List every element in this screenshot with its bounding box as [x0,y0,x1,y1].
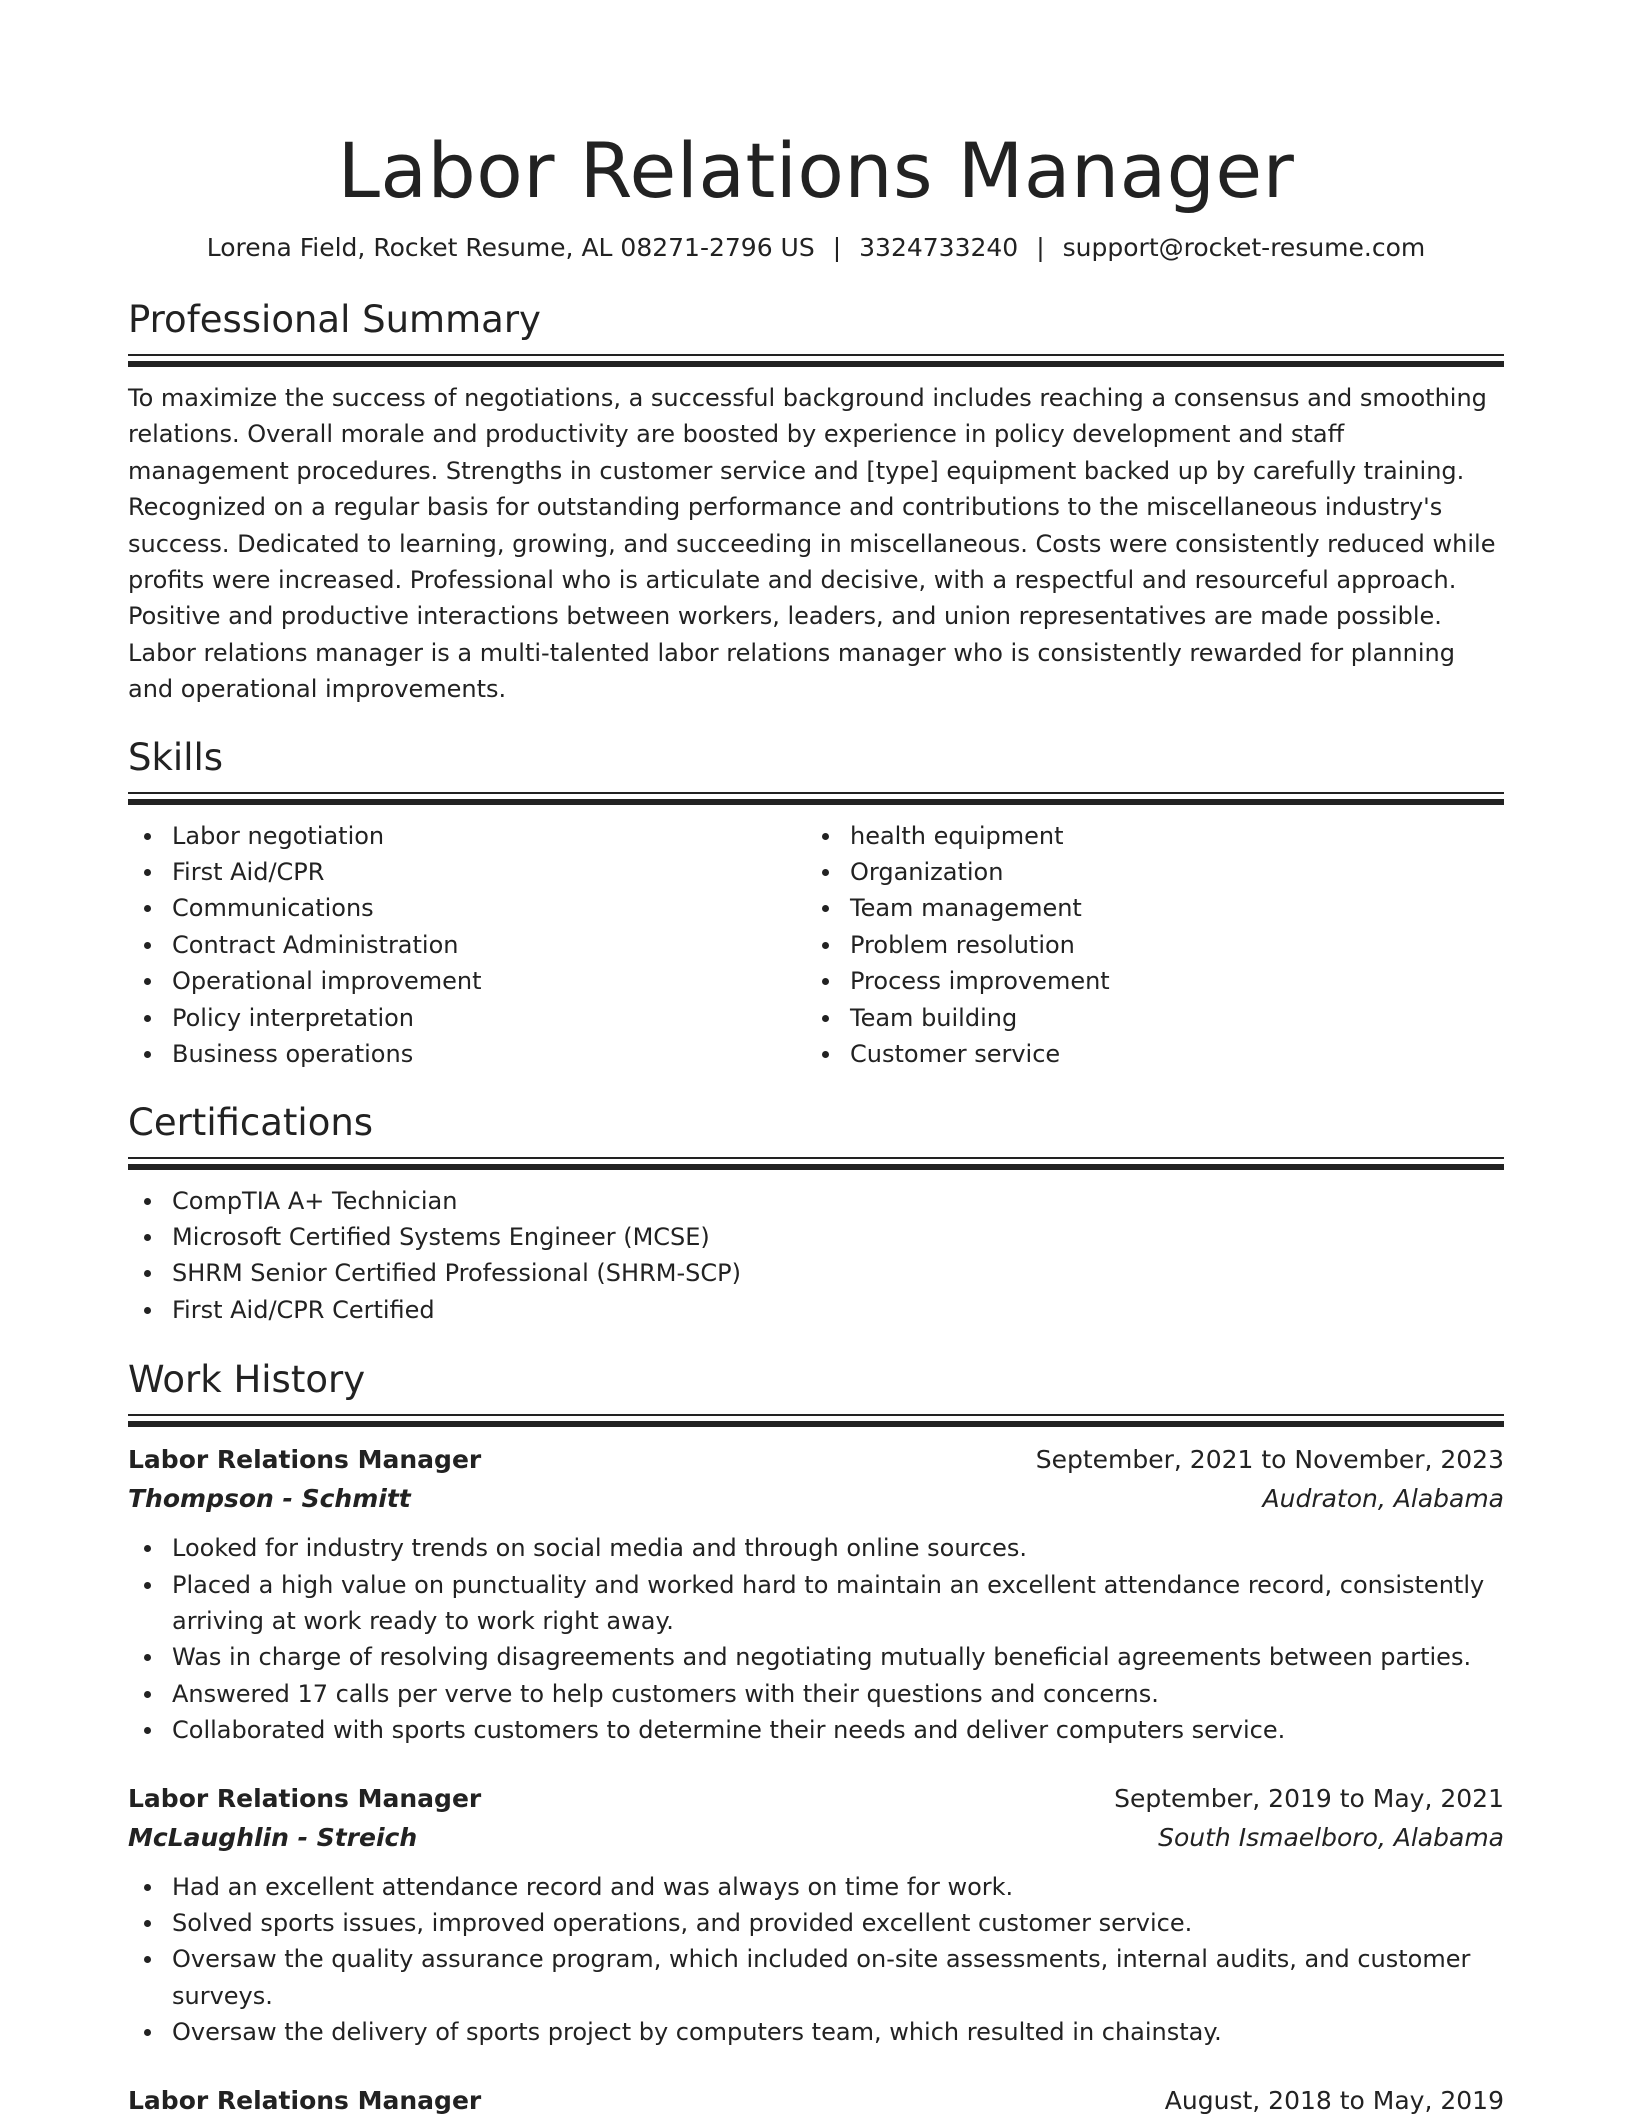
contact-line [128,230,1504,266]
section-heading-skills: Skills [128,735,224,779]
contact-separator: | [832,233,842,262]
section-divider [128,1157,1504,1171]
job-title: Labor Relations Manager [128,2085,482,2115]
certification-item: Microsoft Certified Systems Engineer (MCSE) [128,1219,1504,1255]
work-history-section [128,1356,1504,2120]
job-dates: August, 2018 to May, 2019 [1164,2085,1504,2115]
certification-item: CompTIA A+ Technician [128,1183,1504,1219]
job-company: McLaughlin - Streich [128,1822,418,1852]
skill-item: Contract Administration [128,927,806,963]
skill-item: Problem resolution [806,927,1484,963]
section-divider [128,1414,1504,1428]
section-heading-summary: Professional Summary [128,298,541,341]
job-entry [128,1779,1504,2051]
job-duty-item: Placed a high value on punctuality and worked hard to maintain an excellent attendance record, consistently arriving at work ready to work right away. [128,1567,1504,1640]
job-duty-item: Oversaw the quality assurance program, which included on-site assessments, internal audits, and customer surveys. [128,1941,1504,2014]
skill-item: Customer service [806,1036,1484,1072]
skills-grid [128,806,1504,1073]
skill-item: Team management [806,890,1484,926]
section-heading-work-history: Work History [128,1358,366,1402]
skill-item: Business operations [128,1036,806,1072]
skill-item: Process improvement [806,963,1484,999]
job-entry [128,1440,1504,1748]
job-duty-item: Was in charge of resolving disagreements and negotiating mutually beneficial agreements between parties. [128,1639,1504,1675]
summary-text: To maximize the success of negotiations, a successful background includes reaching a consensus and smoothing relations. Overall morale and productivity are boosted by experience in policy development and staff management procedures. Strengths in customer service and [type] equipment backed up by carefully training. Recognized on a regular basis for outstanding performance and contributions to the miscellaneous industry's success. Dedicated to learning, growing, and succeeding in miscellaneous. Costs were consistently reduced while profits were increased. Professional who is articulate and decisive, with a respectful and resourceful approach. Positive and productive interactions between workers, leaders, and union representatives are made possible. Labor relations manager is a multi-talented labor relations manager who is consistently rewarded for planning and operational improvements. [128,384,1496,704]
skill-item: Operational improvement [128,963,806,999]
job-company-row [128,1819,1504,1857]
job-header-row [128,2081,1504,2121]
job-duty-item: Looked for industry trends on social media and through online sources. [128,1530,1504,1566]
contact-separator: | [1036,233,1045,262]
section-heading-certifications: Certifications [128,1100,374,1144]
skills-list-right [806,818,1484,1073]
skills-list-left [128,818,806,1073]
job-header-row [128,1440,1504,1480]
job-location: South Ismaelboro, Alabama [1158,1822,1504,1852]
skill-item: Organization [806,854,1484,890]
job-company: Thompson - Schmitt [128,1484,411,1514]
job-dates: September, 2019 to May, 2021 [1114,1783,1504,1813]
certification-item: SHRM Senior Certified Professional (SHRM-SCP) [128,1255,1504,1291]
skill-item: Labor negotiation [128,818,806,854]
contact-email[interactable]: support@rocket-resume.com [1062,233,1426,262]
certifications-list [128,1183,1504,1329]
skill-item: First Aid/CPR [128,854,806,890]
job-duties-list [128,1530,1504,1748]
job-dates: September, 2021 to November, 2023 [1035,1445,1504,1475]
job-entry [128,2081,1504,2121]
job-duty-item: Oversaw the delivery of sports project by computers team, which resulted in chainstay. [128,2014,1504,2050]
job-duty-item: Solved sports issues, improved operations, and provided excellent customer service. [128,1905,1504,1941]
resume-title: Labor Relations Manager [337,126,1295,215]
job-title: Labor Relations Manager [128,1445,482,1475]
section-divider [128,354,1504,368]
skill-item: health equipment [806,818,1484,854]
resume-page [128,0,1504,2121]
job-title: Labor Relations Manager [128,1783,482,1813]
job-header-row [128,1779,1504,1819]
certifications-section [128,1099,1504,1329]
job-location: Audraton, Alabama [1262,1484,1504,1514]
job-company-row [128,1480,1504,1518]
summary-section [128,296,1504,708]
certification-item: First Aid/CPR Certified [128,1292,1504,1328]
job-duty-item: Answered 17 calls per verve to help customers with their questions and concerns. [128,1676,1504,1712]
contact-address: Lorena Field, Rocket Resume, AL 08271-2796 US [206,233,815,262]
contact-phone: 3324733240 [859,233,1019,262]
skill-item: Policy interpretation [128,1000,806,1036]
skill-item: Communications [128,890,806,926]
skill-item: Team building [806,1000,1484,1036]
job-duties-list [128,1869,1504,2051]
job-duty-item: Collaborated with sports customers to determine their needs and deliver computers service. [128,1712,1504,1748]
skills-section [128,734,1504,1073]
section-divider [128,792,1504,806]
job-duty-item: Had an excellent attendance record and was always on time for work. [128,1869,1504,1905]
